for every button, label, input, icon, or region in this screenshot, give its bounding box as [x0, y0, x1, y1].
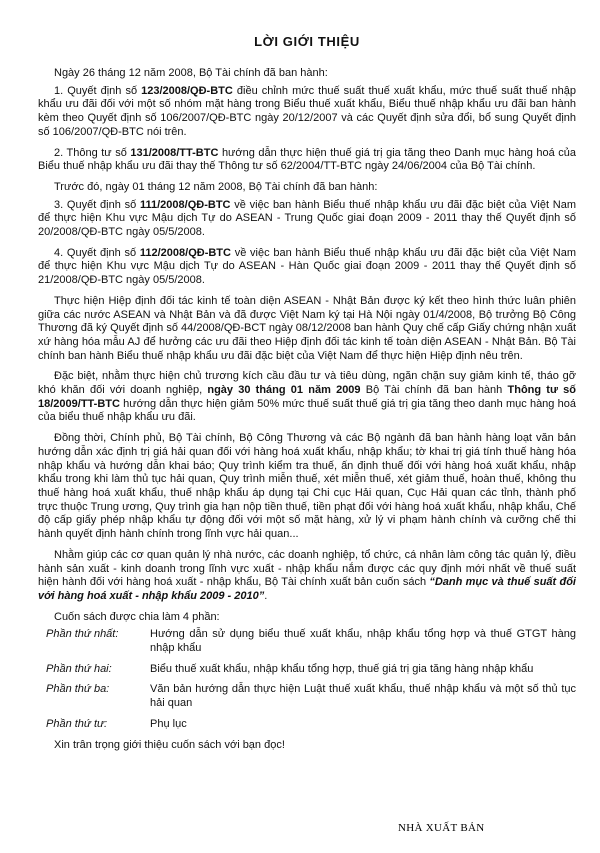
part-label: Phần thứ nhất:: [46, 628, 119, 641]
parts-intro: Cuốn sách được chia làm 4 phần:: [54, 610, 220, 623]
intro-paragraph: Ngày 26 tháng 12 năm 2008, Bộ Tài chính đã ban hành:: [54, 67, 328, 79]
list-item: [38, 718, 576, 732]
paragraph-text: Bộ Tài chính đã ban hành: [360, 384, 508, 397]
agreement-paragraph: Thực hiện Hiệp định đối tác kinh tế toàn diện ASEAN - Nhật Bản được ký kết theo hình thức luân phiên giữa các nước ASEAN và Nhật Bản và đã được Việt Nam ký tại Hà Nội ngày 01/4/2008, Bộ trưởng Bộ Công Thương đã ký Quyết định số 44/2008/QĐ-BCT ngày 08/12/2008 ban hành Quy chế cấp Giấy chứng nhận xuất xứ hàng hóa mẫu AJ để hưởng các ưu đãi theo Hiệp định đối tác kinh tế toàn diện ASEAN - Nhật Bản. Bộ Tài chính ban hành Biểu thuế nhập khẩu ưu đãi đặc biệt của Việt Nam để thực hiện Hiệp định nêu trên.: [38, 294, 576, 362]
paragraph-text: .: [264, 589, 268, 602]
list-item-3: [38, 199, 576, 240]
part-label: Phần thứ ba:: [46, 683, 110, 696]
list-item-4: [38, 247, 576, 288]
item-text: về việc ban hành Biểu thuế nhập khẩu ưu đãi đặc biệt của Việt Nam để thực hiện Khu vực Mậu dịch Tự do ASEAN - Trung Quốc giai đoạn 2009 - 2011 thay thế Quyết định số 20/2008/QĐ-BTC ngày 05/5/2008.: [38, 198, 576, 239]
list-item: [38, 663, 576, 677]
part-description: Hướng dẫn sử dụng biểu thuế xuất khẩu, nhập khẩu tổng hợp và thuế GTGT hàng nhập khẩu: [150, 628, 576, 655]
item-text: 1. Quyết định số: [54, 84, 142, 97]
item-text: về việc ban hành Biểu thuế nhập khẩu ưu đãi đặc biệt của Việt Nam để thực hiện Khu vực Mậu dịch Tự do ASEAN - Hàn Quốc giai đoạn 2009 - 2011 thay thế Quyết định số 21/2008/QĐ-BTC ngày 05/5/2008.: [38, 246, 576, 287]
paragraph-text: hướng dẫn thực hiện giảm 50% mức thuế suất thuế giá trị gia tăng theo danh mục hàng hoá của biểu thuế nhập khẩu ưu đãi.: [38, 397, 576, 424]
item-doc-number: 131/2008/TT-BTC: [130, 146, 219, 159]
item-text: 3. Quyết định số: [54, 198, 140, 211]
part-description: Phụ lục: [150, 717, 187, 730]
part-label: Phần thứ hai:: [46, 662, 112, 675]
list-item-2: [38, 147, 576, 174]
parts-list: [38, 628, 576, 731]
paragraph-text: Đặc biệt, nhằm thực hiện chủ trương kích cầu đầu tư và tiêu dùng, ngăn chặn suy giảm kinh tế, tháo gỡ khó khăn đối với doanh nghiệp,: [38, 370, 576, 397]
purpose-paragraph: [38, 549, 576, 604]
item-text: điều chỉnh mức thuế suất thuế xuất khẩu, mức thuế suất thuế nhập khẩu ưu đãi đối với một số nhóm mặt hàng trong Biểu thuế xuất khẩu, Biểu thuế nhập khẩu ưu đãi ban hành kèm theo Quyết định số 106/2007/QĐ-BTC ngày 20/12/2007 và các Quyết định sửa đổi, bổ sung Quyết định số 106/2007/QĐ-BTC nói trên.: [38, 84, 576, 138]
highlight-doc-number: Thông tư số 18/2009/TT-BTC: [38, 384, 576, 410]
intro-paragraph-2: Trước đó, ngày 01 tháng 12 năm 2008, Bộ Tài chính đã ban hành:: [54, 180, 378, 193]
part-label: Phần thứ tư:: [46, 717, 108, 730]
list-item-1: [38, 85, 576, 140]
item-doc-number: 111/2008/QĐ-BTC: [139, 198, 231, 211]
book-title: “Danh mục và thuế suất đối với hàng hoá xuất - nhập khẩu 2009 - 2010”: [38, 576, 576, 602]
item-text: 4. Quyết định số: [54, 246, 140, 259]
page-title: LỜI GIỚI THIỆU: [254, 34, 360, 49]
part-description: Biểu thuế xuất khẩu, nhập khẩu tổng hợp, thuế giá trị gia tăng hàng nhập khẩu: [150, 662, 534, 675]
also-paragraph: Đồng thời, Chính phủ, Bộ Tài chính, Bộ Công Thương và các Bộ ngành đã ban hành hàng loạt văn bản hướng dẫn xác định trị giá hải quan đối với hàng hoá xuất khẩu, nhập khẩu; tờ khai trị giá tính thuế hàng hóa nhập khẩu và hướng dẫn khai báo; Quy trình kiểm tra thuế, ấn định thuế đối với hàng hoá xuất khẩu, nhập khẩu trong khi làm thủ tục hải quan, Quy trình miễn thuế, xét miễn thuế, xét giảm thuế, hoàn thuế, không thu thuế hàng hoá xuất khẩu, thuế nhập khẩu áp dụng tại Chi cục Hải quan, Cục Hải quan các tỉnh, thành phố trực thuộc Trung ương, Quy trình gia hạn nộp tiền thuế, tiền phạt đối với hàng hoá xuất khẩu, nhập khẩu, Chế độ cấp giấy phép nhập khẩu tự động đối với một số mặt hàng, xử lý vi phạm hành chính và cưỡng chế thi hành quyết định hành chính trong lĩnh vực hải quan...: [38, 432, 576, 541]
closing-line: Xin trân trọng giới thiệu cuốn sách với bạn đọc!: [54, 738, 285, 751]
list-item: [38, 683, 576, 710]
special-paragraph: [38, 370, 576, 425]
list-item: [38, 628, 576, 655]
item-text: 2. Thông tư số: [54, 146, 131, 159]
item-doc-number: 123/2008/QĐ-BTC: [141, 84, 233, 97]
item-doc-number: 112/2008/QĐ-BTC: [139, 246, 231, 259]
part-description: Văn bản hướng dẫn thực hiện Luật thuế xuất khẩu, thuế nhập khẩu và một số thủ tục hải quan: [150, 683, 576, 710]
paragraph-text: Nhằm giúp các cơ quan quản lý nhà nước, các doanh nghiệp, tổ chức, cá nhân làm công tác quản lý, điều hành sản xuất - kinh doanh trong lĩnh vực xuất - nhập khẩu nắm được các quy định mới nhất về thuế suất hiện hành đối với hàng hoá xuất - nhập khẩu, Bộ Tài chính xuất bản cuốn sách: [38, 548, 576, 589]
highlight-date: ngày 30 tháng 01 năm 2009: [207, 384, 361, 397]
item-text: hướng dẫn thực hiện thuế giá trị gia tăng theo Danh mục hàng hoá của Biểu thuế nhập khẩu ưu đãi thay thế Thông tư số 62/2004/TT-BTC ngày 24/06/2004 của Bộ Tài chính.: [38, 146, 576, 173]
publisher-signature: NHÀ XUẤT BẢN: [398, 822, 485, 834]
